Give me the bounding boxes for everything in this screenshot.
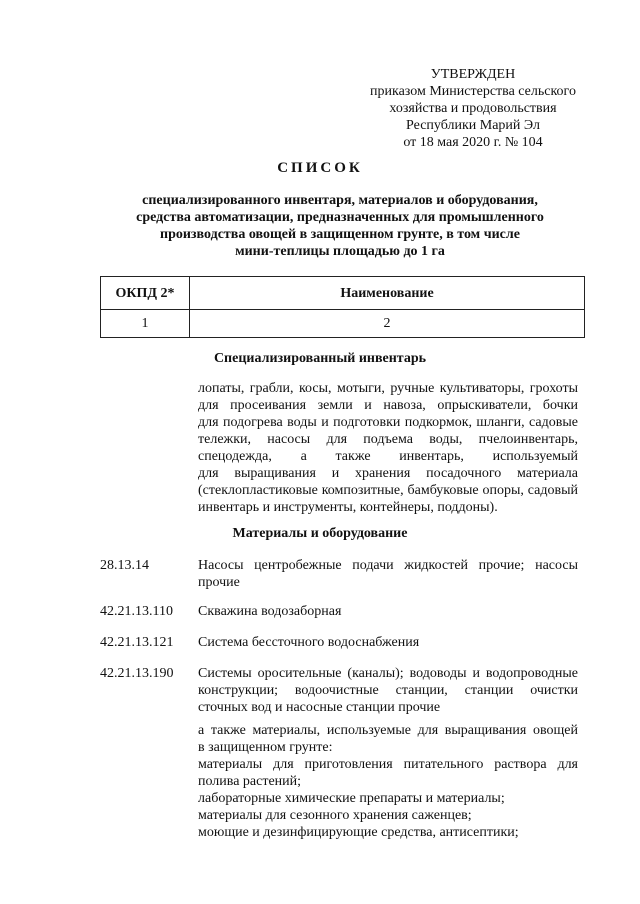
header-okpd: ОКПД 2*	[101, 277, 190, 310]
paragraph-line: для подогрева воды и подготовки подкормок, шланги, садовые	[198, 415, 578, 430]
approval-line: УТВЕРЖДЕН	[430, 67, 516, 82]
description-line: прочие	[198, 575, 240, 590]
paragraph-line: моющие и дезинфицирующие средства, антисептики;	[198, 825, 519, 840]
subtitle-line: средства автоматизации, предназначенных для промышленного	[136, 210, 544, 225]
item-description	[198, 665, 578, 716]
approval-date: от 18 мая 2020 г. № 104	[403, 135, 543, 150]
document-title: СПИСОК	[277, 160, 363, 176]
inventory-paragraph	[198, 380, 578, 516]
subtitle-line: специализированного инвентаря, материалов и оборудования,	[142, 193, 538, 208]
column-number-2: 2	[190, 310, 585, 338]
paragraph-line: лопаты, грабли, косы, мотыги, ручные культиваторы, грохоты	[198, 381, 578, 396]
description-line: Скважина водозаборная	[198, 604, 342, 619]
paragraph-line: спецодежда, а также инвентарь, используемый	[198, 449, 578, 464]
paragraph-line: а также материалы, используемые для выращивания овощей	[198, 723, 578, 738]
approval-line: Республики Марий Эл	[406, 118, 540, 133]
paragraph-line: лабораторные химические препараты и материалы;	[198, 791, 505, 806]
paragraph-line: для выращивания и хранения посадочного материала	[198, 466, 578, 481]
header-table	[100, 276, 585, 338]
paragraph-line: материалы для приготовления питательного раствора для	[198, 757, 578, 772]
approval-block	[358, 66, 588, 151]
header-row	[101, 277, 585, 310]
item-description	[198, 603, 578, 620]
paragraph-line: полива растений;	[198, 774, 302, 789]
approval-line: хозяйства и продовольствия	[389, 101, 557, 116]
paragraph-line: материалы для сезонного хранения саженцев;	[198, 808, 472, 823]
subtitle-line: производства овощей в защищенном грунте, в том числе	[160, 227, 520, 242]
okpd-code: 42.21.13.190	[100, 666, 174, 681]
paragraph-line: для просеивания земли и навоза, опрыскиватели, бочки	[198, 398, 578, 413]
description-line: сточных вод и насосные станции прочие	[198, 700, 441, 715]
paragraph-line: инвентарь и инструменты, контейнеры, поддоны).	[198, 500, 498, 515]
document-subtitle	[100, 192, 580, 260]
item-description	[198, 634, 578, 651]
item-description	[198, 557, 578, 591]
paragraph-line: (стеклопластиковые композитные, бамбуковые опоры, садовый	[198, 483, 578, 498]
approval-line: приказом Министерства сельского	[370, 84, 576, 99]
okpd-code: 42.21.13.110	[100, 604, 173, 619]
section-title-materials: Материалы и оборудование	[232, 526, 408, 541]
subtitle-line: мини-теплицы площадью до 1 га	[235, 244, 445, 259]
header-name: Наименование	[190, 277, 585, 310]
description-line: Системы оросительные (каналы); водоводы и водопроводные	[198, 666, 578, 681]
okpd-code: 28.13.14	[100, 558, 149, 573]
paragraph-line: в защищенном грунте:	[198, 740, 333, 755]
okpd-code: 42.21.13.121	[100, 635, 174, 650]
column-number-1: 1	[101, 310, 190, 338]
description-line: конструкции; водоочистные станции, станции очистки	[198, 683, 578, 698]
description-line: Насосы центробежные подачи жидкостей прочие; насосы	[198, 558, 578, 573]
description-line: Система бессточного водоснабжения	[198, 635, 420, 650]
paragraph-line: тележки, насосы для подъема воды, пчелоинвентарь,	[198, 432, 578, 447]
number-row	[101, 310, 585, 338]
materials-paragraph	[198, 722, 578, 841]
section-title-inventory: Специализированный инвентарь	[213, 351, 427, 366]
